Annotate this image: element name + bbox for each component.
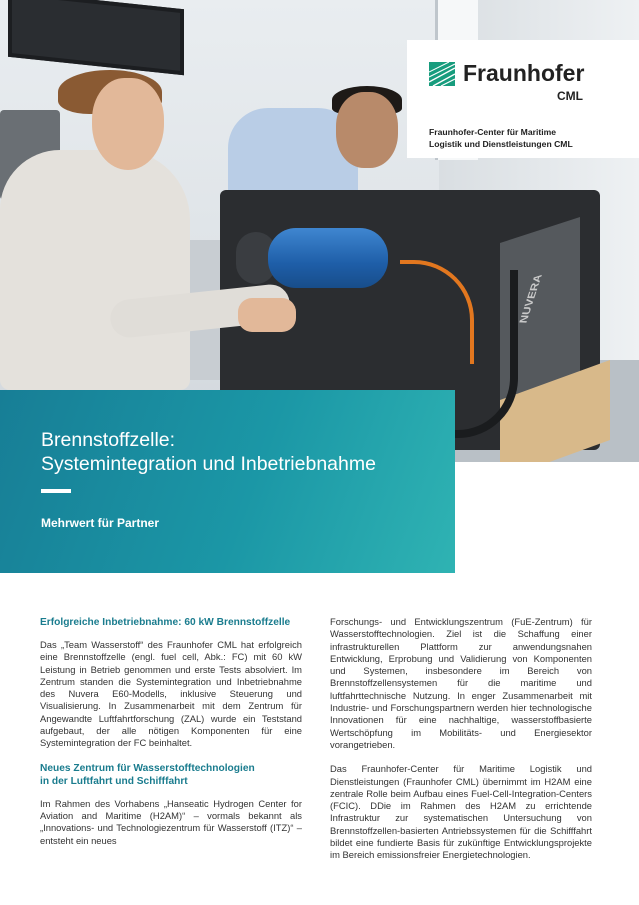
paragraph-research-center: Forschungs- und Entwicklungszentrum (FuE-Zentrum) für Wasserstofftechnologien. Ziel ist die Schaffung einer infrastrukturellen Plattform zur anwendungsnahen Entwicklung, Erprobung und Validierung von Komponenten und Systemen, insbesondere im Bereich von Brennstoffzellensystemen für die maritime und luftfahrttechnische Nutzung. In enger Zusammenarbeit mit Industrie- und Forschungspartnern werden hier technologische Innovationen für eine nachhaltige, wasserstoffbasierte Wertschöpfung im Mobilitäts- und Energiesektor vorangetrieben. [330, 616, 592, 750]
page-subtitle: Mehrwert für Partner [41, 516, 160, 530]
paragraph-fcic: Das Fraunhofer-Center für Maritime Logistik und Dienstleistungen (Fraunhofer CML) übernimmt im H2AM eine zentrale Rolle beim Aufbau eines Fuel-Cell-Integration-Centers (FCIC). DDie im Rahmen des H2AM zu errichtende Infrastruktur zur systematischen Untersuchung von Brennstoffzellen-basierten Antriebssystemen für die Schifffahrt bildet eine fundierte Basis für zukünftige Entwicklungsprojekte im Bereich emissionsfreier Energietechnologien. [330, 763, 592, 861]
page-title-line2: Systemintegration und Inbetriebnahme [41, 453, 376, 475]
logo-description-line2: Logistik und Dienstleistungen CML [429, 139, 573, 149]
photo-blue-cylinder [268, 228, 388, 288]
fraunhofer-logo-icon [429, 62, 455, 86]
section-heading-hydrogen-center [40, 762, 302, 788]
photo-machine-label: NUVERA [517, 274, 545, 324]
title-band [0, 390, 455, 573]
paragraph-commissioning: Das „Team Wasserstoff“ des Fraunhofer CML hat erfolgreich eine Brennstoffzelle (engl. fuel cell, Abk.: FC) mit 60 kW Leistung in Betrieb genommen und erste Tests absolviert. Im Zentrum standen die Systemintegration und Inbetriebnahme des Nuvera E60-Modells, inklusive Steuerung und Visualisierung. In Zusammenarbeit mit dem Zentrum für Angewandte Luftfahrtforschung (ZAL) wurde ein Teststand aufgebaut, der alle nötigen Komponenten für eine Systemintegration der FC beinhaltet. [40, 639, 302, 749]
logo-description [429, 126, 629, 150]
section-heading-hydrogen-center-line1: Neues Zentrum für Wasserstofftechnologien [40, 762, 255, 774]
photo-engineer-head [336, 92, 398, 168]
section-heading-hydrogen-center-line2: in der Luftfahrt und Schifffahrt [40, 775, 188, 787]
section-heading-commissioning: Erfolgreiche Inbetriebnahme: 60 kW Brennstoffzelle [40, 617, 291, 628]
logo-wordmark: Fraunhofer [463, 60, 585, 86]
photo-technician-shirt [0, 150, 190, 390]
page-title-line1: Brennstoffzelle: [41, 429, 176, 451]
title-divider [41, 489, 71, 493]
photo-technician-hand [238, 298, 296, 332]
paragraph-h2am-intro: Im Rahmen des Vorhabens „Hanseatic Hydrogen Center for Aviation and Maritime (H2AM)“ – vormals bekannt als „Innovations- und Technologiezentrum für Wasserstoff (ITZ)“ – entsteht ein neues [40, 797, 302, 846]
logo-box [407, 40, 639, 158]
right-column [330, 616, 592, 874]
logo-unit: CML [557, 89, 583, 103]
logo-description-line1: Fraunhofer-Center für Maritime [429, 127, 557, 137]
left-column [40, 616, 302, 859]
photo-monitor [8, 0, 184, 75]
page-title [41, 428, 441, 476]
photo-technician-head [92, 78, 164, 170]
